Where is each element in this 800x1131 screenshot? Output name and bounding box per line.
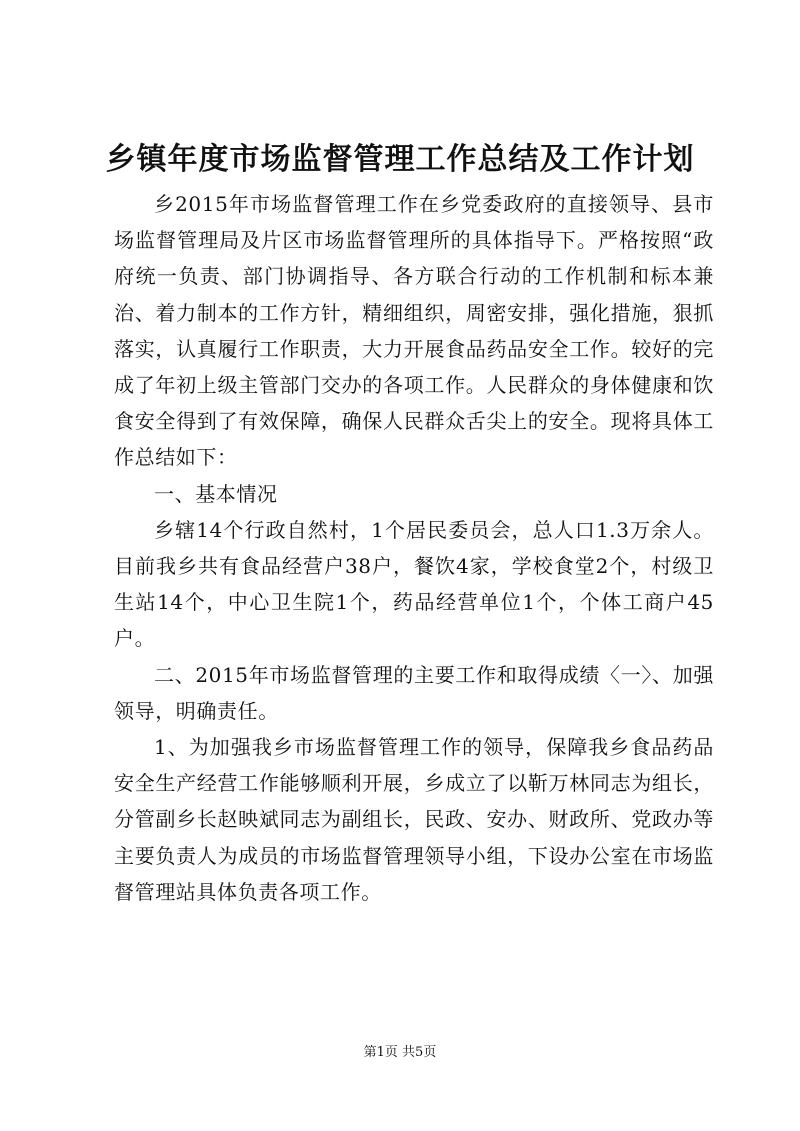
page-number-footer: 第1页 共5页 [363,1045,437,1060]
paragraph-intro: 乡2015年市场监督管理工作在乡党委政府的直接领导、县市场监督管理局及片区市场监督管理所的具体指导下。严格按照“政府统一负责、部门协调指导、各方联合行动的工作机制和标本兼治、着力制本的工作方针，精细组织，周密安排，强化措施，狠抓落实，认真履行工作职责，大力开展食品药品安全工作。较好的完成了年初上级主管部门交办的各项工作。人民群众的身体健康和饮食安全得到了有效保障，确保人民群众舌尖上的安全。现将具体工作总结如下： [114,192,714,470]
document-body [114,186,714,910]
paragraph-basic-situation: 乡辖14个行政自然村，1个居民委员会，总人口1.3万余人。目前我乡共有食品经营户38户，餐饮4家，学校食堂2个，村级卫生站14个，中心卫生院1个，药品经营单位1个，个体工商户45户。 [114,517,714,651]
paragraph-leadership: 1、为加强我乡市场监督管理工作的领导，保障我乡食品药品安全生产经营工作能够顺利开展，乡成立了以靳万林同志为组长，分管副乡长赵映斌同志为副组长，民政、安办、财政所、党政办等主要负责人为成员的市场监督管理领导小组，下设办公室在市场监督管理站具体负责各项工作。 [114,735,714,904]
paragraph-section-heading-work: 二、2015年市场监督管理的主要工作和取得成绩〈一〉、加强领导，明确责任。 [114,662,714,723]
document-title: 乡镇年度市场监督管理工作总结及工作计划 [105,142,695,177]
paragraph-section-heading-basic: 一、基本情况 [154,481,278,506]
